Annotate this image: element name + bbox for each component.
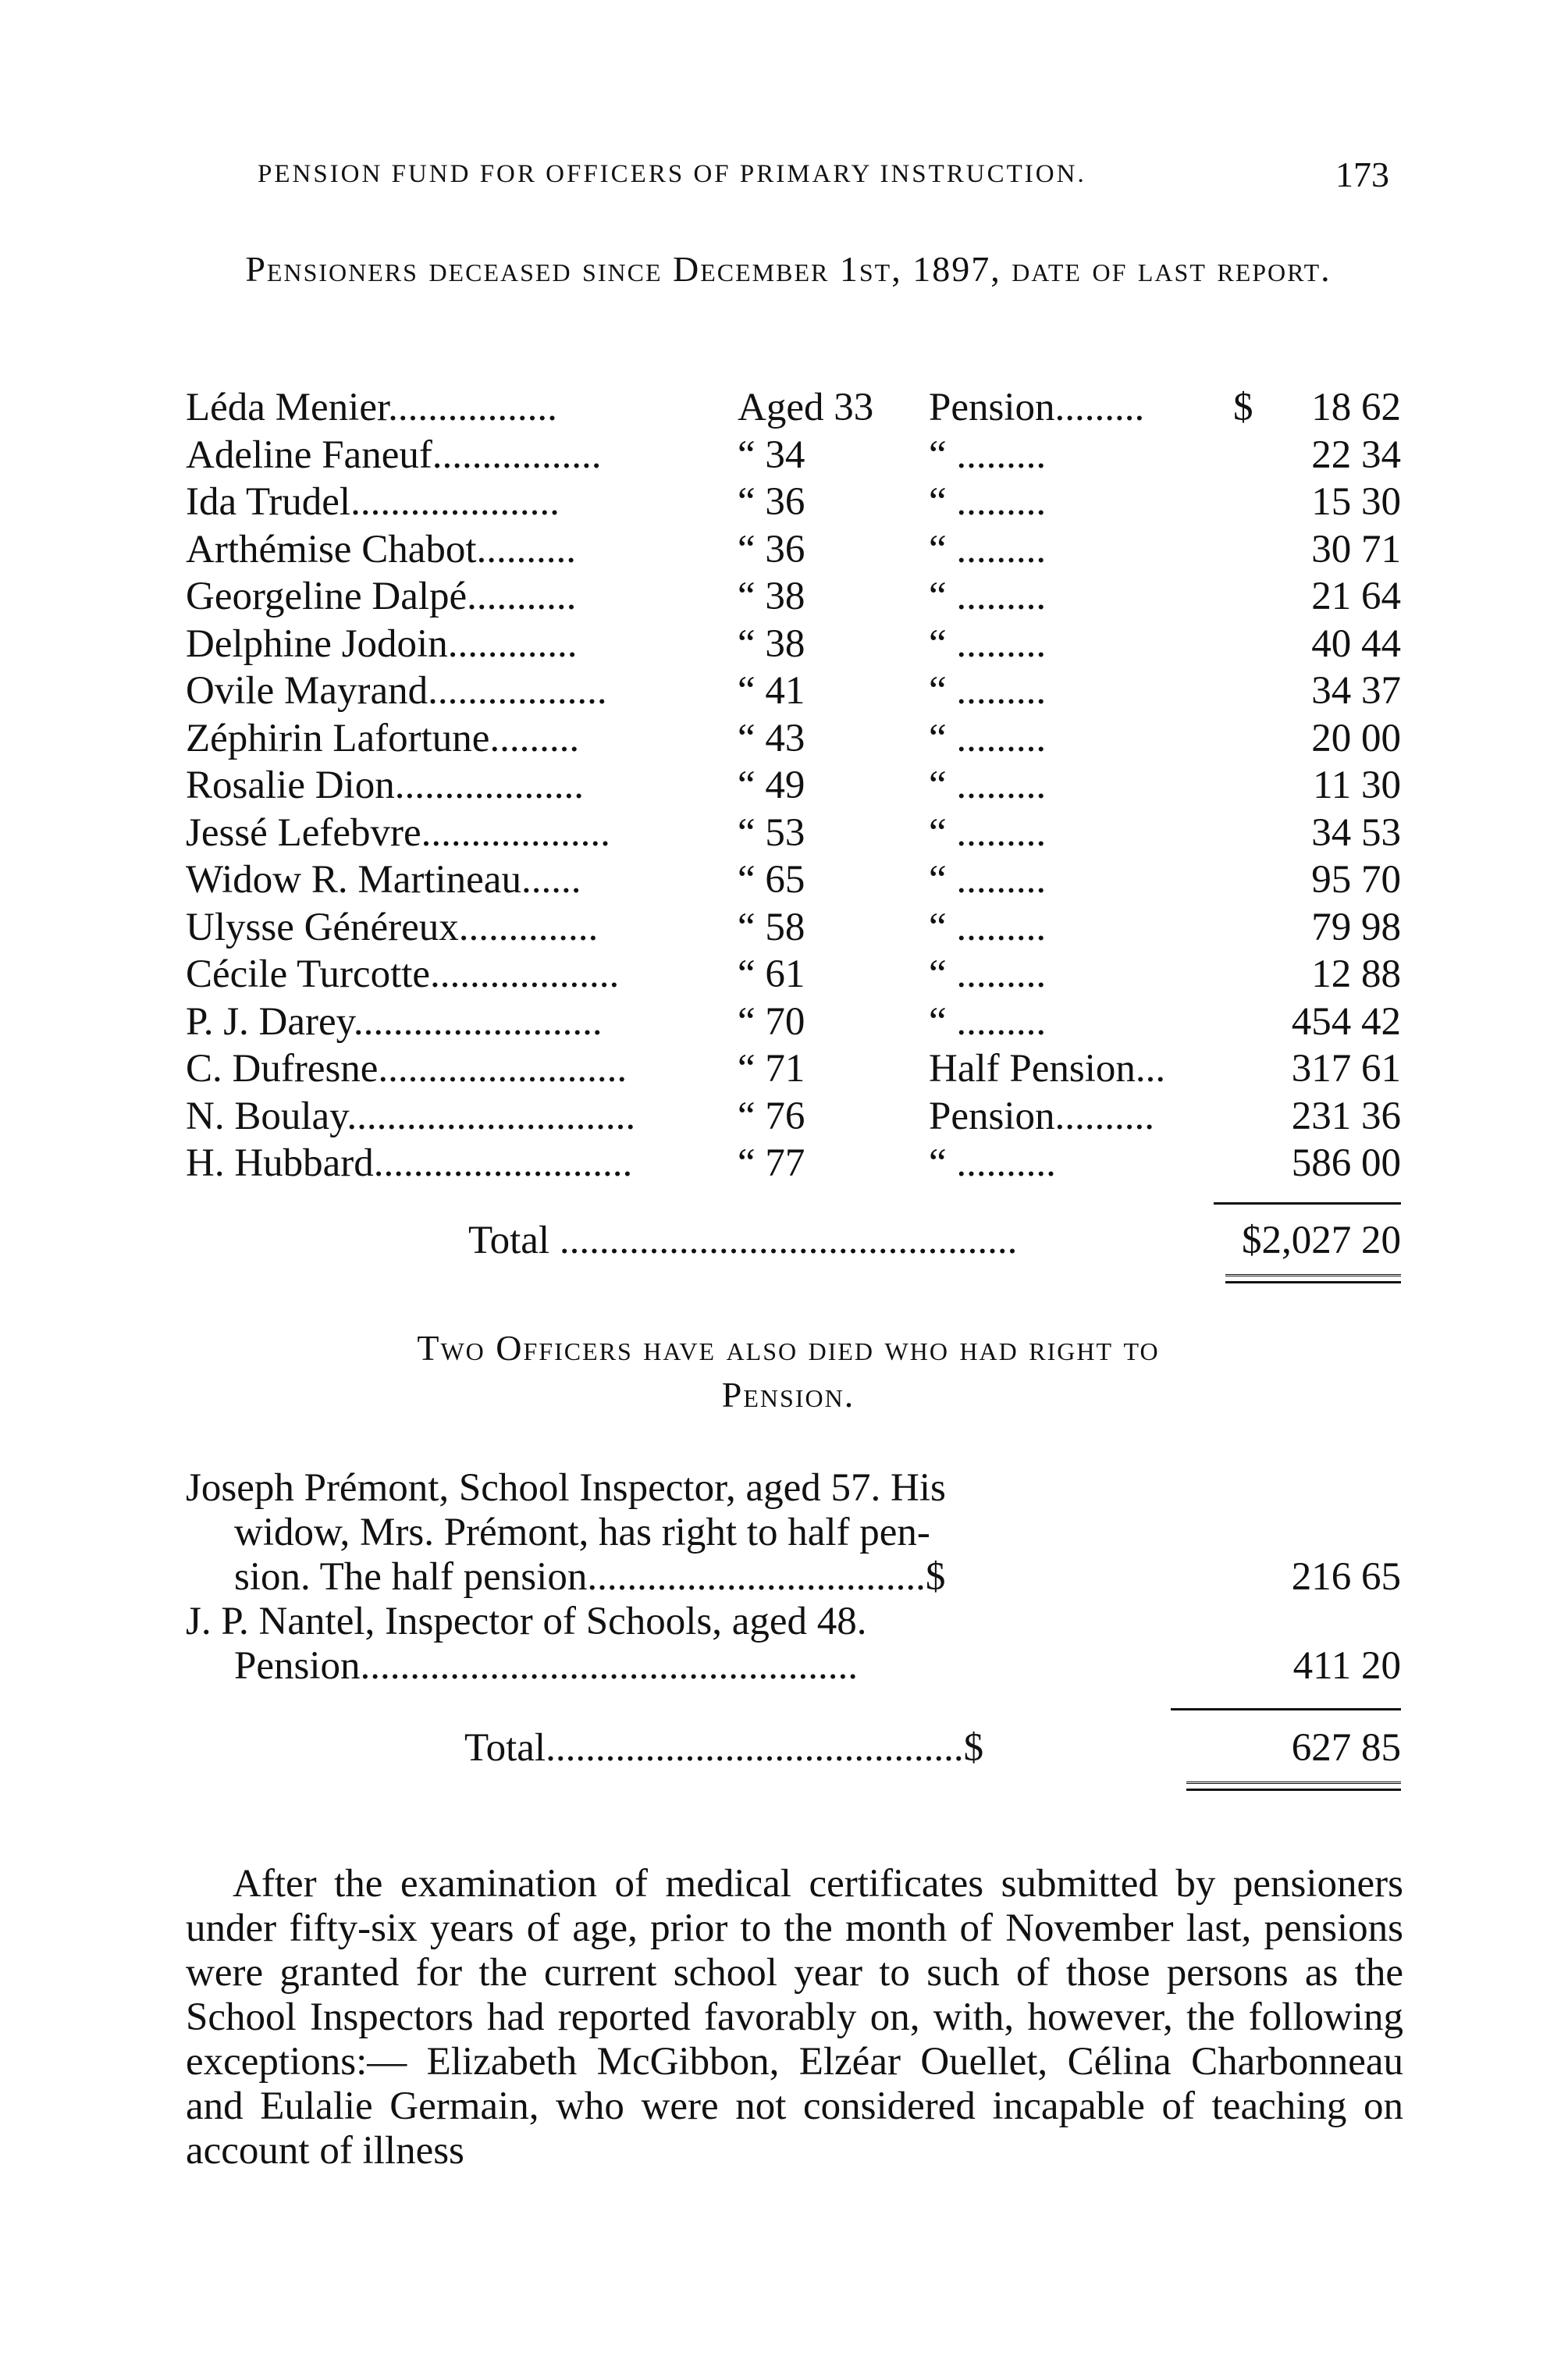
total-value: $2,027 20 [1242, 1219, 1401, 1262]
pensioner-name: Ulysse Généreux.............. [186, 905, 599, 949]
pension-amount: 22 34 [1311, 432, 1401, 477]
pensioner-age: “ 36 [738, 527, 805, 571]
pension-amount: 20 00 [1311, 716, 1401, 760]
pensioner-name: Delphine Jodoin............. [186, 621, 578, 666]
pensioner-age: “ 70 [738, 999, 805, 1044]
double-rule [1225, 1274, 1401, 1283]
pension-amount: 12 88 [1311, 952, 1401, 996]
entry-premont-line3: sion. The half pension..................................$ [234, 1555, 946, 1599]
pensioner-age: “ 34 [738, 432, 805, 477]
pension-type: “ .......... [929, 1141, 1056, 1185]
pensioner-age: “ 76 [738, 1094, 805, 1138]
pensioner-name: Widow R. Martineau...... [186, 858, 581, 902]
pensioner-age: “ 38 [738, 621, 805, 666]
pensioner-name: H. Hubbard.......................... [186, 1141, 633, 1185]
section-heading-deceased: Pensioners deceased since December 1st, 1897, date of last report. [245, 249, 1332, 289]
pension-amount: 586 00 [1291, 1141, 1401, 1185]
pension-amount: 95 70 [1311, 858, 1401, 902]
pension-type: “ ......... [929, 432, 1047, 477]
pension-type: Pension.......... [929, 1094, 1155, 1138]
pension-type: “ ......... [929, 621, 1047, 666]
total-label: Total .............................................. [468, 1219, 1018, 1262]
entry-nantel-line2: Pension.................................................. [234, 1644, 859, 1688]
body-paragraph: After the examination of medical certificates submitted by pensioners under fifty-six years of age, prior to the month of November last, pensions were granted for the current school year to such of those persons as the School Inspectors had reported favorably on, with, however, the following exceptions:— Elizabeth McGibbon, Elzéar Ouellet, Célina Charbonneau and Eulalie Germain, who were not considered incapable of teaching on account of illness [186, 1862, 1403, 2173]
pensioner-age: “ 38 [738, 575, 805, 618]
pensioner-name: Zéphirin Lafortune......... [186, 716, 580, 760]
pension-type: “ ......... [929, 905, 1047, 949]
pension-amount: 231 36 [1291, 1094, 1401, 1138]
entry-nantel-amount: 411 20 [1292, 1644, 1401, 1688]
section-heading-officers: Two Officers have also died who had right to [417, 1328, 1160, 1368]
running-head-title: PENSION FUND FOR OFFICERS OF PRIMARY INSTRUCTION. [258, 160, 1086, 188]
pension-amount: 79 98 [1311, 905, 1401, 949]
pension-amount: 317 61 [1291, 1047, 1401, 1091]
pensioner-age: “ 41 [738, 669, 805, 713]
pension-amount: 21 64 [1311, 575, 1401, 618]
pension-type: Pension......... [929, 386, 1145, 429]
pensioner-name: Georgeline Dalpé........... [186, 575, 577, 618]
pension-type: “ ......... [929, 480, 1047, 524]
pensioner-age: “ 71 [738, 1047, 805, 1091]
pensioner-name: Léda Menier................. [186, 386, 557, 429]
entry-premont-line2: widow, Mrs. Prémont, has right to half pen- [234, 1511, 930, 1554]
pensioner-name: P. J. Darey......................... [186, 999, 603, 1044]
pension-amount: 11 30 [1313, 764, 1401, 807]
pension-amount: 18 62 [1311, 386, 1401, 429]
total-line [468, 1218, 1017, 1263]
entry-premont-line1: Joseph Prémont, School Inspector, aged 57. His [186, 1466, 946, 1510]
running-head [258, 155, 1389, 194]
pension-type: Half Pension... [929, 1047, 1166, 1091]
pension-amount: 34 53 [1311, 810, 1401, 855]
pension-amount: 34 37 [1311, 669, 1401, 713]
total-rule [1214, 1202, 1401, 1205]
pension-type: “ ......... [929, 952, 1047, 996]
pension-type: “ ......... [929, 764, 1047, 807]
dollar-sign: $ [1233, 386, 1253, 429]
pensioner-name: Jessé Lefebvre................... [186, 810, 610, 855]
pensioner-name: C. Dufresne......................... [186, 1047, 628, 1091]
pensioner-age: “ 61 [738, 952, 805, 996]
page-number: 173 [1335, 155, 1389, 194]
pensioner-name: Adeline Faneuf................. [186, 432, 602, 477]
pensioner-name: N. Boulay............................. [186, 1094, 636, 1138]
total-value-2: 627 85 [1291, 1726, 1401, 1770]
entry-nantel-line1: J. P. Nantel, Inspector of Schools, aged 48. [186, 1600, 867, 1643]
pension-type: “ ......... [929, 575, 1047, 618]
pensioner-age: “ 53 [738, 810, 805, 855]
pensioner-age: “ 77 [738, 1141, 805, 1185]
pension-amount: 15 30 [1311, 480, 1401, 524]
pension-type: “ ......... [929, 810, 1047, 855]
pensioner-age: Aged 33 [738, 386, 874, 429]
pension-type: “ ......... [929, 716, 1047, 760]
pension-amount: 454 42 [1291, 999, 1401, 1044]
pensioner-name: Ida Trudel..................... [186, 480, 560, 524]
pension-amount: 30 71 [1311, 527, 1401, 571]
pension-amount: 40 44 [1311, 621, 1401, 666]
total-rule-2 [1171, 1708, 1401, 1710]
pensioner-age: “ 58 [738, 905, 805, 949]
pensioner-name: Ovile Mayrand.................. [186, 669, 607, 713]
pensioner-age: “ 36 [738, 480, 805, 524]
pensioner-age: “ 65 [738, 858, 805, 902]
pensioner-name: Arthémise Chabot.......... [186, 527, 577, 571]
pension-type: “ ......... [929, 999, 1047, 1044]
pension-type: “ ......... [929, 527, 1047, 571]
pensioner-age: “ 49 [738, 764, 805, 807]
pension-type: “ ......... [929, 858, 1047, 902]
section-heading-officers-2: Pension. [721, 1375, 855, 1415]
pensioner-name: Rosalie Dion................... [186, 764, 584, 807]
pension-type: “ ......... [929, 669, 1047, 713]
double-rule-2 [1186, 1782, 1401, 1791]
pensioner-age: “ 43 [738, 716, 805, 760]
pensioner-name: Cécile Turcotte................... [186, 952, 620, 996]
total-label-2: Total..........................................$ [464, 1726, 984, 1770]
entry-premont-amount: 216 65 [1291, 1555, 1401, 1599]
